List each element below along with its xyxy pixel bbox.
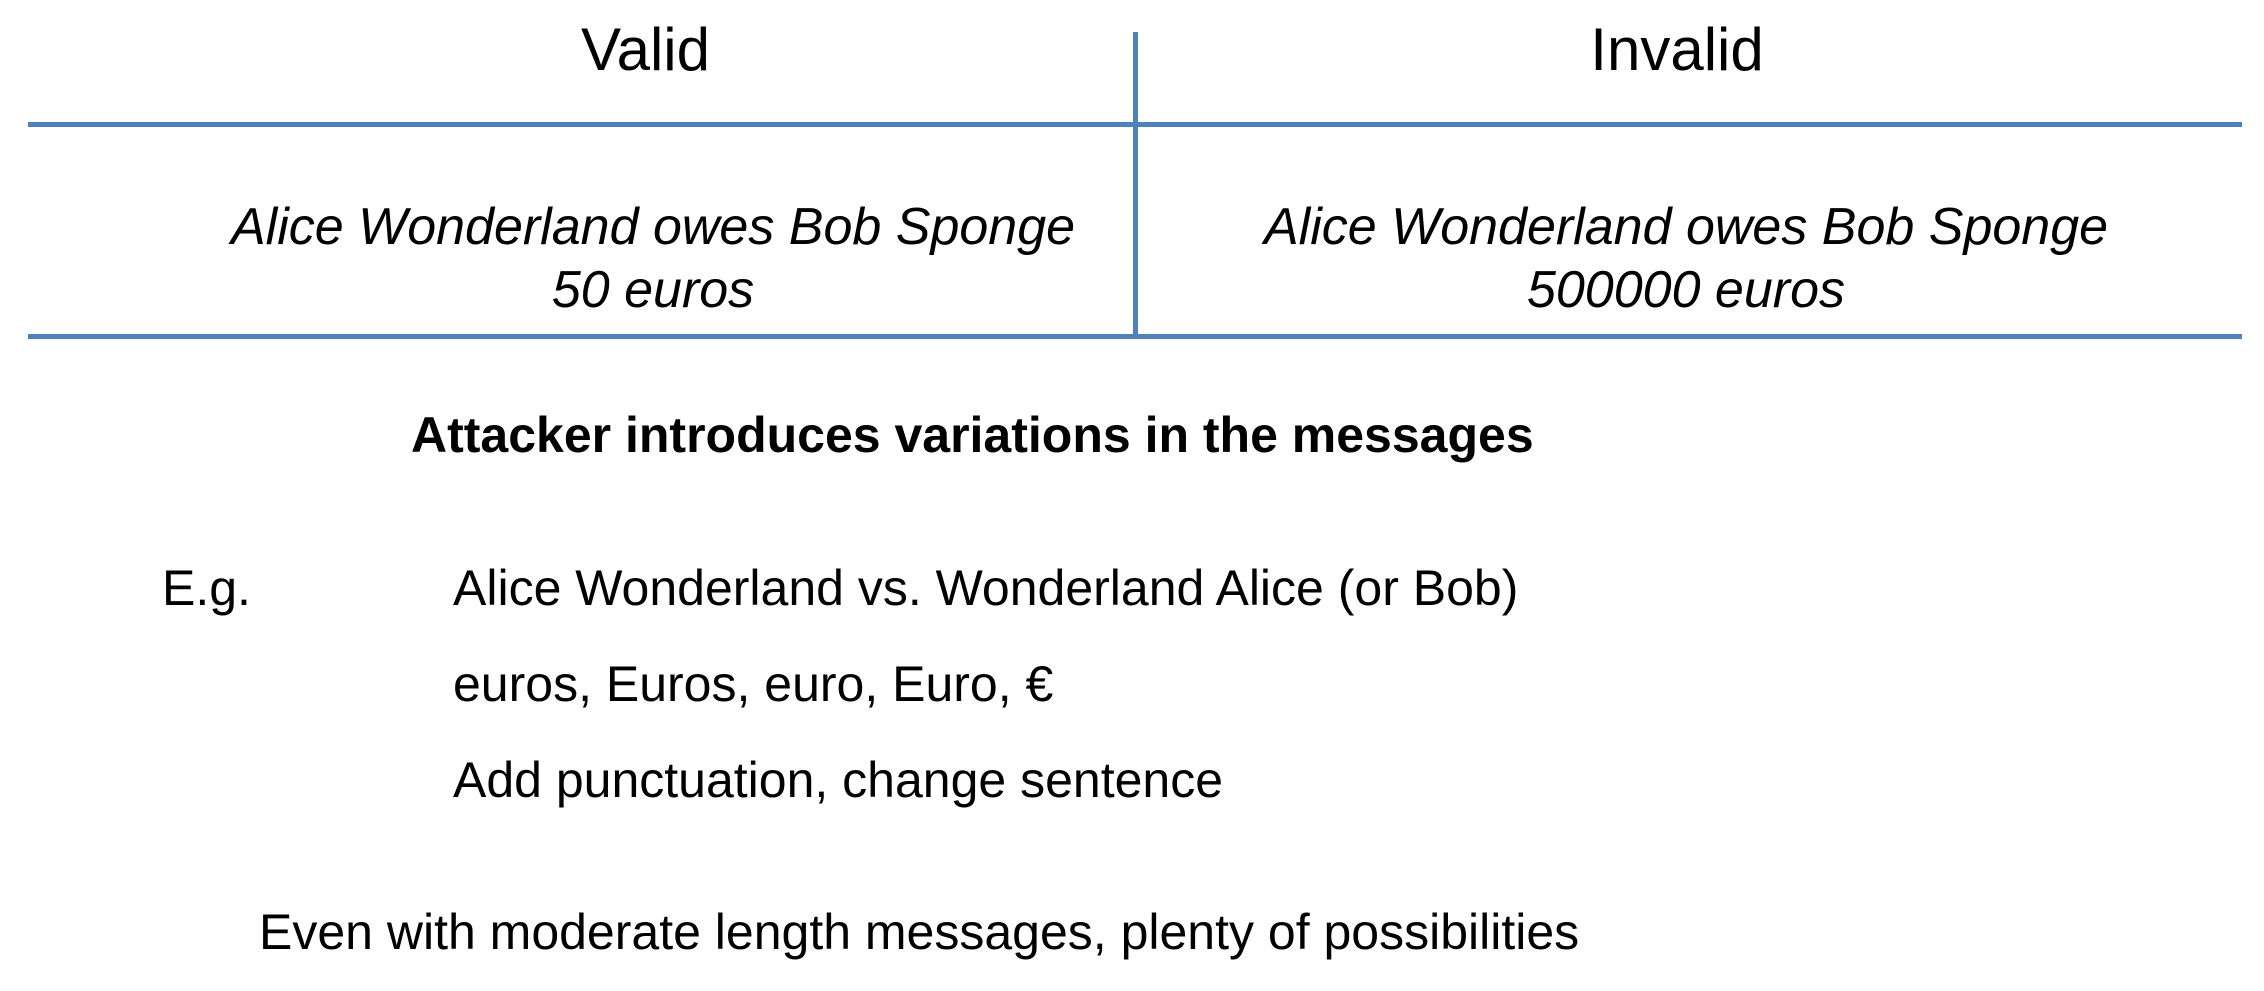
conclusion-text: Even with moderate length messages, plenty of possibilities (259, 904, 1580, 960)
example-item: Add punctuation, change sentence (453, 752, 1224, 808)
column-header-valid: Valid (581, 16, 710, 83)
column-header-invalid: Invalid (1590, 16, 1764, 83)
section-heading: Attacker introduces variations in the messages (411, 407, 1534, 463)
cell-valid-line1: Alice Wonderland owes Bob Sponge (230, 198, 1076, 256)
cell-valid-line2: 50 euros (551, 261, 755, 319)
example-label: E.g. (162, 560, 251, 616)
example-list (453, 560, 1519, 851)
example-item: Alice Wonderland vs. Wonderland Alice (or Bob) (453, 560, 1519, 616)
cell-valid-message (28, 196, 1278, 322)
cell-invalid-message (1138, 196, 2234, 322)
cell-invalid-line1: Alice Wonderland owes Bob Sponge (1263, 198, 2109, 256)
example-item: euros, Euros, euro, Euro, € (453, 656, 1054, 712)
cell-invalid-line2: 500000 euros (1526, 261, 1846, 319)
